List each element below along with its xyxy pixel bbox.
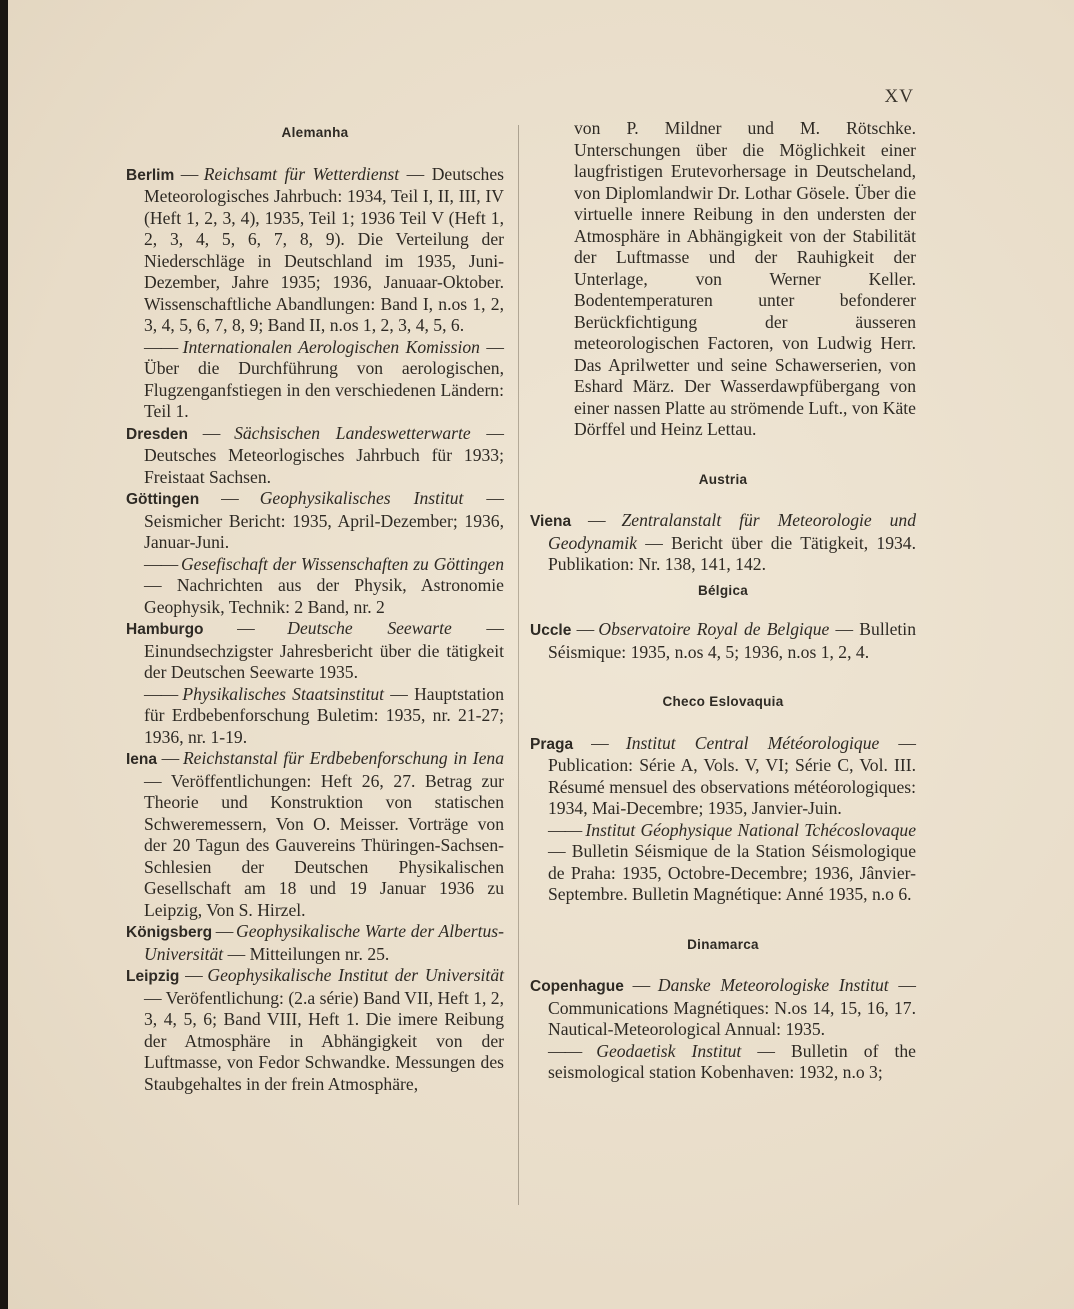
- place-name: Hamburgo: [126, 621, 204, 638]
- entry-text: — Bulletin of the seismological station Kobenhaven: 1932, n.o 3;: [548, 1040, 916, 1082]
- entry-viena: Viena — Zentralanstalt für Meteorologie und Geodynamik — Bericht über die Tätigkeit, 1934. Publikation: Nr. 138, 141, 142.: [530, 510, 916, 574]
- subentry-copenhague-geodaetisk: —— Geodaetisk Institut — Bulletin of the seismological station Kobenhaven: 1932, n.o 3;: [548, 1040, 916, 1082]
- right-column: [530, 118, 916, 1084]
- institution-name: Physikalisches Staatsinstitut: [182, 683, 385, 704]
- place-name: Uccle: [530, 622, 572, 639]
- entry-text: — Bulletin Séismique: 1935, n.os 4, 5; 1936, n.os 1, 2, 4.: [548, 619, 916, 662]
- place-name: Dresden: [126, 425, 189, 443]
- institution-name: Internationalen Aerologischen Komission: [182, 336, 480, 357]
- subentry-berlim-aerologischen: —— Internationalen Aerologischen Komission — Über die Durchführung von aerologischen, Flugzenganfstiegen in den verschiedenen Ländern: Teil 1.: [144, 336, 504, 421]
- section-heading-austria: Austria: [698, 471, 748, 487]
- place-name: Berlim: [126, 166, 175, 184]
- place-name: Viena: [530, 513, 572, 530]
- left-column: [126, 118, 504, 1095]
- section-heading-dinamarca: Dinamarca: [687, 936, 759, 952]
- institution-name: Geodaetisk Institut: [596, 1040, 742, 1061]
- entry-copenhague: Copenhague — Danske Meteorologiske Institut — Communications Magnétiques: N.os 14, 15, 16, 17. Nautical-Meteorological Annual: 1935.: [530, 975, 917, 1039]
- entry-hamburgo: Hamburgo — Deutsche Seewarte — Einundsechzigster Jahresbericht über die tätigkeit der Deutschen Seewarte 1935.: [126, 618, 504, 682]
- institution-name: Observatoire Royal de Belgique: [598, 619, 830, 639]
- subentry-gottingen-gesellschaft: —— Gesefischaft der Wissenschaften zu Göttingen — Nachrichten aus der Physik, Astronomie Geophysik, Technik: 2 Band, nr. 2: [144, 553, 504, 617]
- entry-text: — Communications Magnétiques: N.os 14, 15, 16, 17. Nautical-Meteorological Annual: 1935.: [548, 975, 917, 1039]
- place-name: Leipzig: [126, 968, 180, 985]
- section-heading-alemanha: Alemanha: [281, 125, 349, 140]
- entry-konigsberg: Königsberg — Geophysikalische Warte der Albertus-Universität — Mitteilungen nr. 25.: [126, 921, 504, 964]
- place-name: Copenhague: [530, 978, 624, 995]
- column-divider: [518, 125, 519, 1205]
- institution-name: Institut Géophysique National Tchécoslovaque: [585, 819, 916, 840]
- institution-name: Geophysikalische Institut der Universität: [207, 965, 505, 985]
- institution-name: Geophysikalisches Institut: [259, 488, 464, 508]
- institution-name: Reichstanstal für Erdbebenforschung in Iena: [182, 748, 504, 768]
- institution-name: Danske Meteorologiske Institut: [657, 975, 889, 995]
- entry-text: — Über die Durchführung von aerologischen, Flugzenganfstiegen in den verschiedenen Ländern: Teil 1.: [144, 336, 504, 421]
- institution-name: Reichsamt für Wetterdienst: [203, 163, 400, 184]
- entry-text: — Seismicher Bericht: 1935, April-Dezember; 1936, Januar-Juni.: [144, 488, 504, 552]
- institution-name: Zentralanstalt für Meteorologie und Geodynamik: [548, 510, 916, 553]
- entry-text: — Deutsches Meteorologisches Jahrbuch: 1934, Teil I, II, III, IV (Heft 1, 2, 3, 4), 1935, Teil 1; 1936 Teil V (Heft 1, 2, 3, 4, 5, 6, 7, 8, 9). Die Verteilung der Niederschläge in Deutschland im 1935, Juni-Dezember, Jahre 1935; 1936, Januaar-Oktober. Wissenschaftliche Abandlungen: Band I, n.os 1, 2, 3, 4, 5, 6, 7, 8, 9; Band II, n.os 1, 2, 3, 4, 5, 6.: [144, 163, 504, 335]
- institution-name: Gesefischaft der Wissenschaften zu Göttingen: [180, 553, 504, 574]
- subentry-praga-geophysique: —— Institut Géophysique National Tchécoslovaque — Bulletin Séismique de la Station Séismologique de Praha: 1935, Octobre-Decembre; 1936, Jânvier-Septembre. Bulletin Magnétique: Anné 1935, n.o 6.: [548, 819, 916, 904]
- entry-text: — Mitteilungen nr. 25.: [223, 943, 390, 964]
- place-name: Praga: [530, 735, 574, 753]
- place-name: Göttingen: [126, 491, 200, 508]
- place-name: Iena: [126, 751, 158, 768]
- place-name: Königsberg: [126, 924, 213, 941]
- entry-text: — Deutsches Meteorlogisches Jahrbuch für 1933; Freistaat Sachsen.: [144, 422, 505, 487]
- entry-text: — Publication: Série A, Vols. V, VI; Série C, Vol. III. Résumé mensuel des observations météorologiques: 1934, Mai-Decembre; 1935, Janvier-Juin.: [548, 732, 916, 818]
- page-number: XV: [884, 86, 914, 107]
- entry-text: — Veröffentlichungen: Heft 26, 27. Betrag zur Theorie und Konstruktion von statischen Schweremessern, Von O. Meisser. Vorträge von der 20 Tagun des Gauvereins Thüringen-Sachsen-Schlesien der Deutschen Physikalischen Gesellschaft am 18 und 19 Januar 1936 zu Leipzig, Von S. Hirzel.: [144, 770, 504, 920]
- entry-leipzig-continued: von P. Mildner und M. Rötschke. Unterschungen über die Möglichkeit einer laugfristigen Erutevorhersage in Deutscheland, von Diplomlandwir Dr. Lothar Gösele. Über die virtuelle innere Reibung in den understen der Atmosphäre in Abhängigkeit von der Stabilität der Luftmasse und der Rauhigkeit der Unterlage, von Werner Keller. Bodentemperaturen unter befonderer Berückfichtigung der äusseren meteorologischen Factoren, von Ludwig Herr. Das Aprilwetter und seine Schawerserien, von Eshard März. Der Wasserdawpfübergang von einer nassen Platte au strömende Luft., von Käte Dörffel und Heinz Lettau.: [574, 118, 916, 439]
- institution-name: Sächsischen Landeswetterwarte: [234, 422, 471, 443]
- document-page: [8, 0, 1074, 1309]
- entry-uccle: Uccle — Observatoire Royal de Belgique — Bulletin Séismique: 1935, n.os 4, 5; 1936, n.os 1, 2, 4.: [530, 619, 916, 662]
- entry-text: — Einundsechzigster Jahresbericht über die tätigkeit der Deutschen Seewarte 1935.: [144, 618, 504, 682]
- entry-text: — Hauptstation für Erdbebenforschung Buletim: 1935, nr. 21-27; 1936, nr. 1-19.: [144, 683, 504, 747]
- entry-berlim: Berlim — Reichsamt für Wetterdienst — Deutsches Meteorologisches Jahrbuch: 1934, Teil I, II, III, IV (Heft 1, 2, 3, 4), 1935, Teil 1; 1936 Teil V (Heft 1, 2, 3, 4, 5, 6, 7, 8, 9). Die Verteilung der Niederschläge in Deutschland im 1935, Juni-Dezember, Jahre 1935; 1936, Januaar-Oktober. Wissenschaftliche Abandlungen: Band I, n.os 1, 2, 3, 4, 5, 6, 7, 8, 9; Band II, n.os 1, 2, 3, 4, 5, 6.: [126, 163, 504, 335]
- entry-text: — Bericht über die Tätigkeit, 1934. Publikation: Nr. 138, 141, 142.: [548, 532, 916, 574]
- subentry-hamburgo-staatsinstitut: —— Physikalisches Staatsinstitut — Hauptstation für Erdbebenforschung Buletim: 1935, nr. 21-27; 1936, nr. 1-19.: [144, 683, 504, 747]
- entry-text: — Bulletin Séismique de la Station Séismologique de Praha: 1935, Octobre-Decembre; 1936, Jânvier-Septembre. Bulletin Magnétique: Anné 1935, n.o 6.: [548, 841, 916, 904]
- entry-text: — Veröfentlichung: (2.a série) Band VII, Heft 1, 2, 3, 4, 5, 6; Band VIII, Heft 1. Die imere Reibung der Atmosphäre in Abhängigkeit von der Luftmasse, von Fedor Schwandke. Messungen des Staubgehaltes in der frein Atmosphäre,: [144, 987, 504, 1094]
- entry-iena: Iena — Reichstanstal für Erdbebenforschung in Iena — Veröffentlichungen: Heft 26, 27. Betrag zur Theorie und Konstruktion von statischen Schweremessern, Von O. Meisser. Vorträge von der 20 Tagun des Gauvereins Thüringen-Sachsen-Schlesien der Deutschen Physikalischen Gesellschaft am 18 und 19 Januar 1936 zu Leipzig, Von S. Hirzel.: [126, 748, 504, 920]
- entry-text: — Nachrichten aus der Physik, Astronomie Geophysik, Technik: 2 Band, nr. 2: [144, 575, 504, 617]
- section-heading-belgica: Bélgica: [697, 582, 749, 598]
- institution-name: Deutsche Seewarte: [287, 618, 452, 638]
- entry-praga: Praga — Institut Central Météorologique — Publication: Série A, Vols. V, VI; Série C, Vol. III. Résumé mensuel des observations météorologiques: 1934, Mai-Decembre; 1935, Janvier-Juin.: [530, 732, 916, 818]
- section-heading-checo-eslovaquia: Checo Eslovaquia: [662, 694, 784, 709]
- entry-dresden: Dresden — Sächsischen Landeswetterwarte — Deutsches Meteorlogisches Jahrbuch für 1933; Freistaat Sachsen.: [126, 422, 505, 487]
- entry-leipzig: Leipzig — Geophysikalische Institut der Universität — Veröfentlichung: (2.a série) Band VII, Heft 1, 2, 3, 4, 5, 6; Band VIII, Heft 1. Die imere Reibung der Atmosphäre in Abhängigkeit von der Luftmasse, von Fedor Schwandke. Messungen des Staubgehaltes in der frein Atmosphäre,: [126, 965, 505, 1094]
- institution-name: Institut Central Météorologique: [625, 732, 880, 753]
- entry-gottingen: Göttingen — Geophysikalisches Institut — Seismicher Bericht: 1935, April-Dezember; 1936, Januar-Juni.: [126, 488, 504, 552]
- institution-name: Geophysikalische Warte der Albertus-Universität: [144, 921, 504, 964]
